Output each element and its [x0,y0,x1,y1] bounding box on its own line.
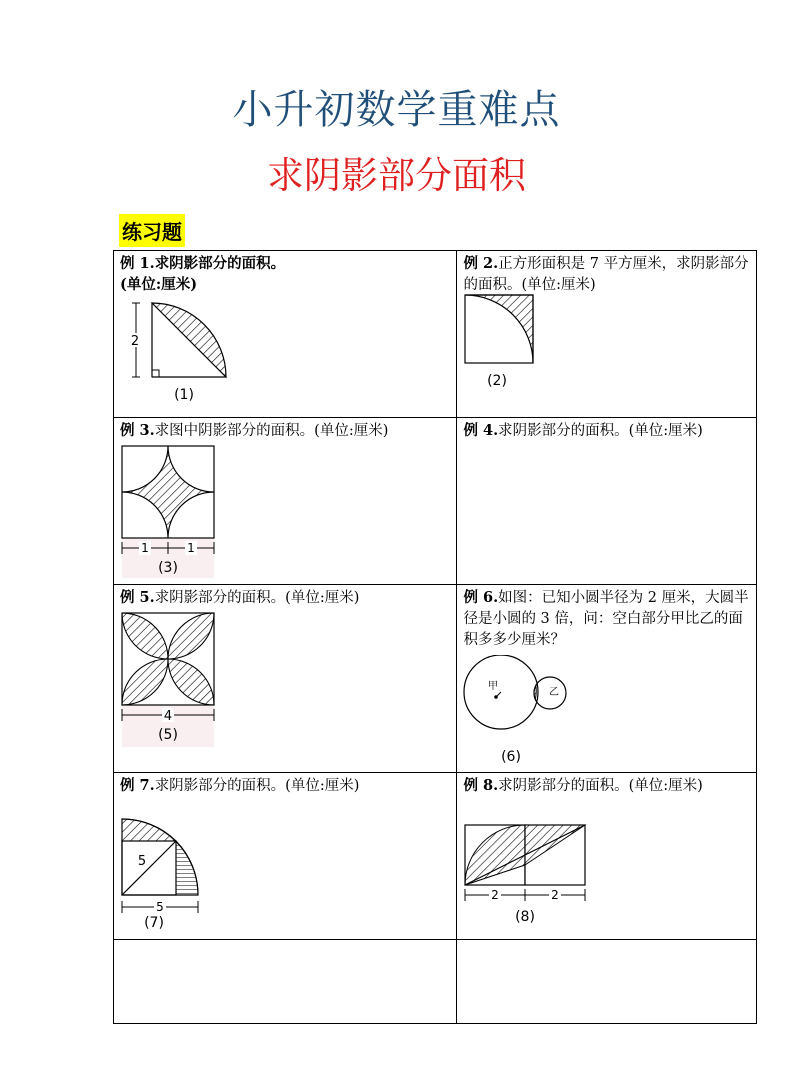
empty-cell-right [457,940,757,1024]
figure-7-dim-diag: 5 [137,854,147,869]
example-7-cell [114,773,457,940]
section-label: 练习题 [119,214,185,247]
example-6-cell [457,585,757,773]
example-2-cell [457,251,757,418]
figure-1 [122,299,242,409]
figure-6 [463,655,583,767]
example-1-cell [114,251,457,418]
example-5-question: 例 5.求阴影部分的面积。(单位:厘米) [120,589,360,606]
example-8-cell [457,773,757,940]
figure-8-caption: (8) [515,909,536,925]
figure-7-dim-base: 5 [156,900,164,914]
page-subtitle: 求阴影部分面积 [267,154,526,197]
figure-5-dim: 4 [163,709,173,724]
figure-1-caption: (1) [174,387,194,403]
example-3-cell [114,418,457,585]
example-4-question: 例 4.求阴影部分的面积。(单位:厘米) [463,422,703,439]
figure-3-dim-a: 1 [141,541,149,555]
example-5-cell [114,585,457,773]
figure-5-caption: (5) [158,727,178,743]
example-8-question: 例 8.求阴影部分的面积。(单位:厘米) [463,777,703,794]
figure-3-caption: (3) [158,560,178,576]
figure-8-dim-a: 2 [491,888,500,902]
figure-2-caption: (2) [487,373,508,389]
figure-2 [463,293,553,393]
figure-6-label-big: 甲 [488,681,499,692]
empty-cell-left [114,940,457,1024]
page-title: 小升初数学重难点 [232,87,561,133]
example-4-cell [457,418,757,585]
figure-8 [463,823,593,933]
example-3-question: 例 3.求图中阴影部分的面积。(单位:厘米) [120,422,389,439]
figure-5 [120,611,220,751]
figure-3 [120,444,220,582]
figure-7-caption: (7) [144,915,164,931]
example-1-question: 例 1.求阴影部分的面积。 (单位:厘米) [120,255,286,293]
example-6-question: 例 6.如图：已知小圆半径为 2 厘米，大圆半径是小圆的 3 倍，问：空白部分甲比乙的面积多多少厘米？ [463,589,749,648]
exercise-table [113,250,757,1024]
figure-1-dim: 2 [130,334,140,349]
example-7-question: 例 7.求阴影部分的面积。(单位:厘米) [120,777,360,794]
example-2-question: 例 2.正方形面积是 7 平方厘米，求阴影部分的面积。(单位:厘米) [463,255,749,293]
figure-6-caption: (6) [501,749,522,765]
figure-8-dim-b: 2 [551,888,560,902]
figure-7 [120,817,220,935]
figure-6-label-small: 乙 [549,687,560,698]
figure-3-dim-b: 1 [187,541,195,555]
